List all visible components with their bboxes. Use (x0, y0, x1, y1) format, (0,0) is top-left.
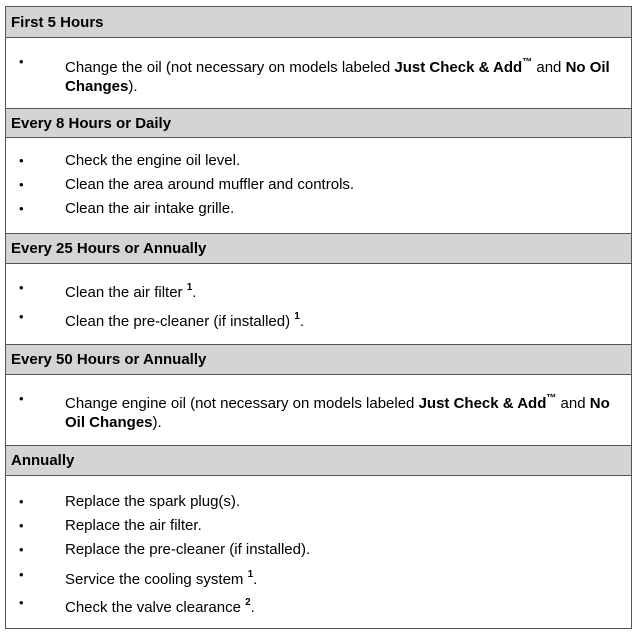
bullet: • (19, 494, 24, 509)
bullet: • (19, 595, 24, 610)
bullet: • (19, 309, 24, 324)
section-body-every-8-hours (6, 138, 631, 234)
item-text: Check the valve clearance $^2$. (65, 597, 255, 616)
section-body-annually (6, 476, 631, 628)
bullet: • (19, 518, 24, 533)
bullet: • (19, 567, 24, 582)
section-header-every-8-hours: Every 8 Hours or Daily (6, 109, 631, 138)
item-text: Change engine oil (not necessary on models labeled Just Check & Add™ and No Oil Changes). (65, 393, 610, 431)
footnote-ref: 1 (247, 569, 254, 580)
item-text: Clean the area around muffler and controls. (65, 176, 355, 193)
footnote-ref: 2 (245, 597, 251, 608)
section-body-first-5-hours (6, 38, 631, 109)
trademark-mark: ™ (546, 393, 557, 404)
no-oil-changes-label: No Oil Changes (65, 59, 610, 95)
item-text: Service the cooling system $^1$. (65, 569, 258, 588)
section-header-annually: Annually (6, 446, 631, 476)
bullet: • (19, 542, 24, 557)
footnote-ref: 1 (294, 311, 300, 322)
just-check-add-label: Just Check & Add (394, 59, 523, 76)
just-check-add-label: Just Check & Add (418, 395, 547, 412)
bullet: • (19, 201, 24, 216)
item-text: Replace the spark plug(s). (65, 493, 241, 510)
item-text: Check the engine oil level. (65, 152, 241, 169)
footnote-ref: 1 (186, 282, 193, 293)
bullet: • (19, 54, 24, 69)
no-oil-changes-label: No Oil Changes (65, 395, 610, 431)
section-body-every-50-hours (6, 375, 631, 446)
bullet: • (19, 153, 24, 168)
bullet: • (19, 391, 24, 406)
item-text: Clean the air filter $^1$. (65, 282, 197, 301)
section-header-every-50-hours: Every 50 Hours or Annually (6, 345, 631, 375)
item-text: Clean the air intake grille. (65, 200, 235, 217)
section-header-first-5-hours: First 5 Hours (6, 7, 631, 38)
trademark-mark: ™ (522, 57, 533, 68)
maintenance-schedule-table (5, 6, 632, 629)
bullet: • (19, 280, 24, 295)
bullet: • (19, 177, 24, 192)
item-text: Change the oil (not necessary on models labeled Just Check & Add™ and No Oil Changes). (65, 57, 610, 95)
item-text: Replace the pre-cleaner (if installed). (65, 541, 311, 558)
item-text: Replace the air filter. (65, 517, 202, 534)
section-header-every-25-hours: Every 25 Hours or Annually (6, 234, 631, 264)
section-body-every-25-hours (6, 264, 631, 345)
item-text: Clean the pre-cleaner (if installed) $^1$. (65, 311, 305, 330)
